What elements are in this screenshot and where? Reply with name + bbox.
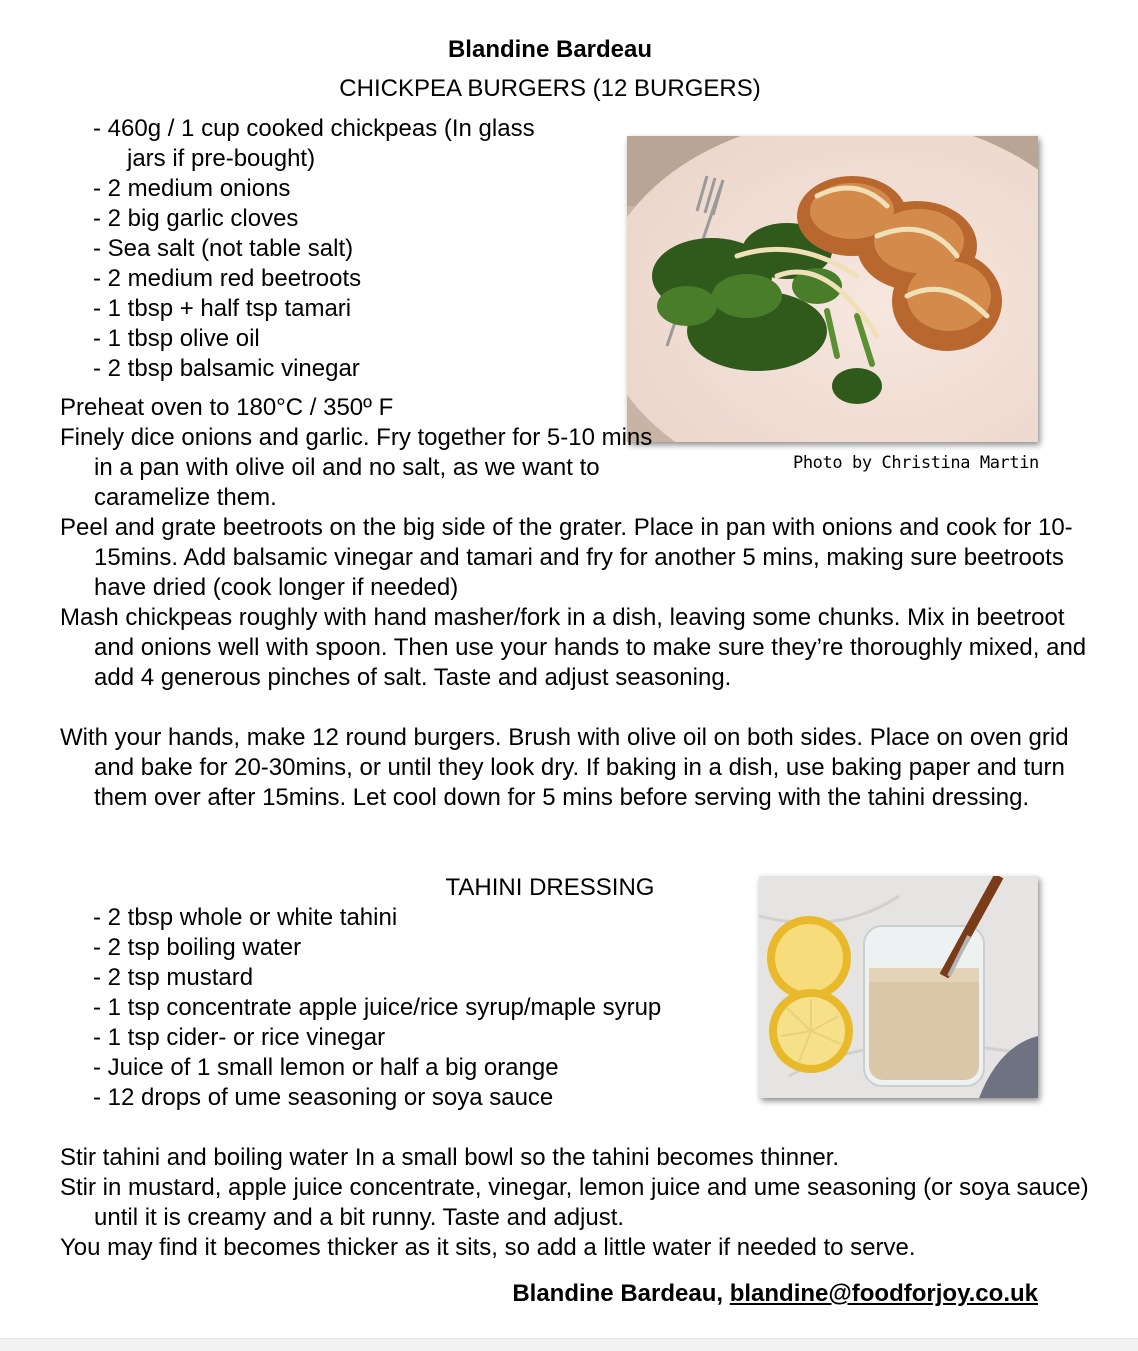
dressing-step: Stir in mustard, apple juice concentrate, vinegar, lemon juice and ume seasoning (or soya sauce) until it is creamy and a bit runny. Taste and adjust. (60, 1174, 1089, 1231)
method-step: Finely dice onions and garlic. Fry together for 5-10 mins in a pan with olive oil and no salt, as we want to caramelize them. (60, 424, 653, 511)
ingredient-item: - 1 tbsp olive oil (93, 325, 260, 352)
dressing-ingredient-item: - 2 tbsp whole or white tahini (93, 904, 398, 931)
footer-signature (512, 1279, 1038, 1309)
recipe-title: CHICKPEA BURGERS (12 BURGERS) (339, 75, 761, 102)
footer-email-link[interactable]: blandine@foodforjoy.co.uk (729, 1280, 1038, 1307)
ingredient-item: - 2 big garlic cloves (93, 205, 299, 232)
method-step: Peel and grate beetroots on the big side of the grater. Place in pan with onions and cook for 10-15mins. Add balsamic vinegar and tamari and fry for another 5 mins, making sure beetroots have dried (cook longer if needed) (60, 514, 1073, 601)
dressing-step: Stir tahini and boiling water In a small bowl so the tahini becomes thinner. (60, 1144, 840, 1171)
dressing-step: You may find it becomes thicker as it sits, so add a little water if needed to serve. (60, 1234, 916, 1261)
tahini-dressing-photo (759, 876, 1038, 1098)
ingredient-item: - 1 tbsp + half tsp tamari (93, 295, 352, 322)
ingredient-item: - Sea salt (not table salt) (93, 235, 354, 262)
dressing-ingredient-item: - 12 drops of ume seasoning or soya sauce (93, 1084, 554, 1111)
dressing-title: TAHINI DRESSING (445, 874, 655, 901)
photo-caption: Photo by Christina Martin (793, 453, 1039, 473)
ingredient-item: - 2 medium onions (93, 175, 291, 202)
footer-name: Blandine Bardeau, (512, 1280, 724, 1307)
method-step: With your hands, make 12 round burgers. Brush with olive oil on both sides. Place on oven grid and bake for 20-30mins, or until they look dry. If baking in a dish, use baking paper and turn them over after 15mins. Let cool down for 5 mins before serving with the tahini dressing. (60, 724, 1069, 811)
dressing-ingredient-item: - Juice of 1 small lemon or half a big orange (93, 1054, 559, 1081)
ingredient-item: - 2 medium red beetroots (93, 265, 362, 292)
method-step: Mash chickpeas roughly with hand masher/fork in a dish, leaving some chunks. Mix in beetroot and onions well with spoon. Then use your hands to make sure they’re thoroughly mixed, and add 4 generous pinches of salt. Taste and adjust seasoning. (60, 604, 1087, 691)
dressing-ingredient-item: - 2 tsp mustard (93, 964, 254, 991)
method-step: Preheat oven to 180°C / 350º F (60, 394, 394, 421)
tahini-jar-illustration (759, 876, 1038, 1098)
dressing-ingredient-item: - 2 tsp boiling water (93, 934, 302, 961)
dressing-ingredient-item: - 1 tsp cider- or rice vinegar (93, 1024, 386, 1051)
dressing-ingredient-list (93, 903, 661, 1113)
ingredient-item: - 2 tbsp balsamic vinegar (93, 355, 360, 382)
page-bottom-edge (0, 1338, 1138, 1351)
ingredient-item: - 460g / 1 cup cooked chickpeas (In glass jars if pre-bought) (93, 115, 535, 172)
ingredient-list (93, 114, 535, 384)
dressing-ingredient-item: - 1 tsp concentrate apple juice/rice syrup/maple syrup (93, 994, 662, 1021)
author-heading: Blandine Bardeau (447, 36, 653, 63)
